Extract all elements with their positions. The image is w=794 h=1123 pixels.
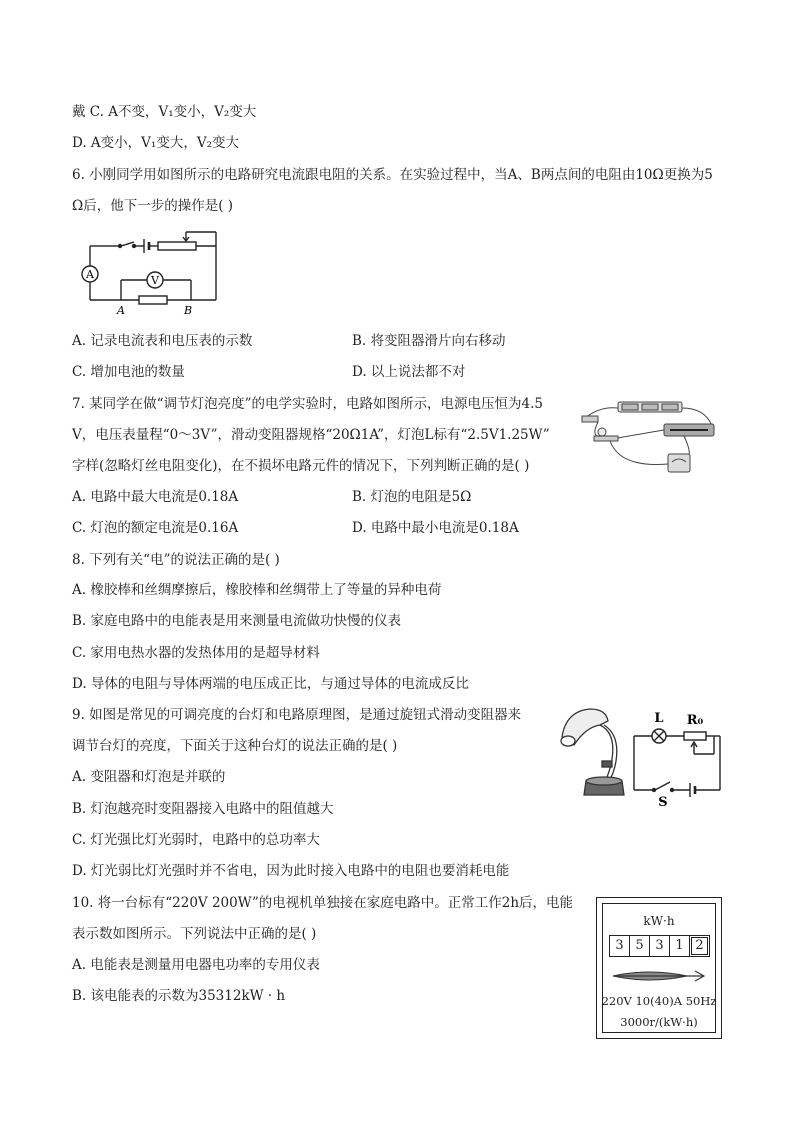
meter-digit-decimal: 2 <box>689 935 710 957</box>
q8-option-a: A. 橡胶棒和丝绸摩擦后，橡胶棒和丝绸带上了等量的异种电荷 <box>72 582 442 598</box>
q10-stem-1: 10. 将一台标有“220V 200W”的电视机单独接在家庭电路中。正常工作2h后，电能 <box>72 895 574 911</box>
q10-energy-meter <box>596 897 722 1039</box>
point-b-label: B <box>183 304 193 317</box>
meter-digit: 3 <box>649 935 670 957</box>
line-option-d-prev: D. A变小，V₁变大，V₂变大 <box>72 135 239 151</box>
q7-stem-3: 字样(忽略灯丝电阻变化)，在不损坏电路元件的情况下，下列判断正确的是( ) <box>72 458 530 474</box>
ammeter-label: A <box>86 268 94 281</box>
meter-digit: 3 <box>609 935 630 957</box>
q6-stem-1: 6. 小刚同学用如图所示的电路研究电流跟电阻的关系。在实验过程中，当A、B两点间的电阻由10Ω更换为5 <box>72 167 713 183</box>
meter-unit: kW·h <box>643 914 675 928</box>
q9-stem-2: 调节台灯的亮度，下面关于这种台灯的说法正确的是( ) <box>72 738 398 754</box>
q9-option-a: A. 变阻器和灯泡是并联的 <box>72 769 226 785</box>
q8-stem: 8. 下列有关“电”的说法正确的是( ) <box>72 552 280 568</box>
q10-stem-2: 表示数如图所示。下列说法中正确的是( ) <box>72 926 317 942</box>
voltmeter-label: V <box>151 274 159 287</box>
q6-option-d: D. 以上说法都不对 <box>352 364 466 380</box>
q7-option-d: D. 电路中最小电流是0.18A <box>352 520 519 536</box>
q10-option-a: A. 电能表是测量用电器电功率的专用仪表 <box>72 957 320 973</box>
q8-option-d: D. 导体的电阻与导体两端的电压成正比，与通过导体的电流成反比 <box>72 676 469 692</box>
lamp-label: L <box>654 711 664 726</box>
q9-desk-lamp-figure <box>556 703 630 803</box>
meter-digits <box>609 935 710 957</box>
resistor-label: R₀ <box>686 713 704 728</box>
q6-option-b: B. 将变阻器滑片向右移动 <box>352 333 506 349</box>
meter-disc-arrow-icon <box>609 966 709 986</box>
q6-circuit-figure <box>76 226 226 318</box>
q9-option-c: C. 灯光强比灯光弱时，电路中的总功率大 <box>72 832 320 848</box>
point-a-label: A <box>117 304 125 317</box>
switch-label: S <box>658 795 668 808</box>
q7-option-a: A. 电路中最大电流是0.18A <box>72 489 239 505</box>
q6-option-c: C. 增加电池的数量 <box>72 364 185 380</box>
q9-stem-1: 9. 如图是常见的可调亮度的台灯和电路原理图，是通过旋钮式滑动变阻器来 <box>72 707 522 723</box>
q7-stem-2: V，电压表量程“0～3V”，滑动变阻器规格“20Ω1A”，灯泡L标有“2.5V1.25W” <box>72 427 550 443</box>
q7-stem-1: 7. 某同学在做“调节灯泡亮度”的电学实验时，电路如图所示，电源电压恒为4.5 <box>72 396 543 412</box>
meter-rating: 220V 10(40)A 50Hz <box>601 994 717 1008</box>
q10-option-b: B. 该电能表的示数为35312kW · h <box>72 988 286 1004</box>
q9-lamp-circuit-figure <box>628 708 728 808</box>
q9-option-b: B. 灯泡越亮时变阻器接入电路中的阻值越大 <box>72 801 334 817</box>
q8-option-b: B. 家庭电路中的电能表是用来测量电流做功快慢的仪表 <box>72 613 402 629</box>
meter-digit: 5 <box>629 935 650 957</box>
q8-option-c: C. 家用电热水器的发热体用的是超导材料 <box>72 645 320 661</box>
line-option-c-prev: 戴 C. A不变，V₁变小，V₂变大 <box>72 104 257 120</box>
q7-option-b: B. 灯泡的电阻是5Ω <box>352 489 472 505</box>
meter-digit: 1 <box>669 935 690 957</box>
q7-option-c: C. 灯泡的额定电流是0.16A <box>72 520 239 536</box>
q9-option-d: D. 灯光弱比灯光强时并不省电，因为此时接入电路中的电阻也要消耗电能 <box>72 863 510 879</box>
q6-option-a: A. 记录电流表和电压表的示数 <box>72 333 253 349</box>
q6-stem-2: Ω后，他下一步的操作是( ) <box>72 198 234 214</box>
q7-circuit-photo <box>580 398 720 478</box>
meter-constant: 3000r/(kW·h) <box>620 1015 698 1029</box>
